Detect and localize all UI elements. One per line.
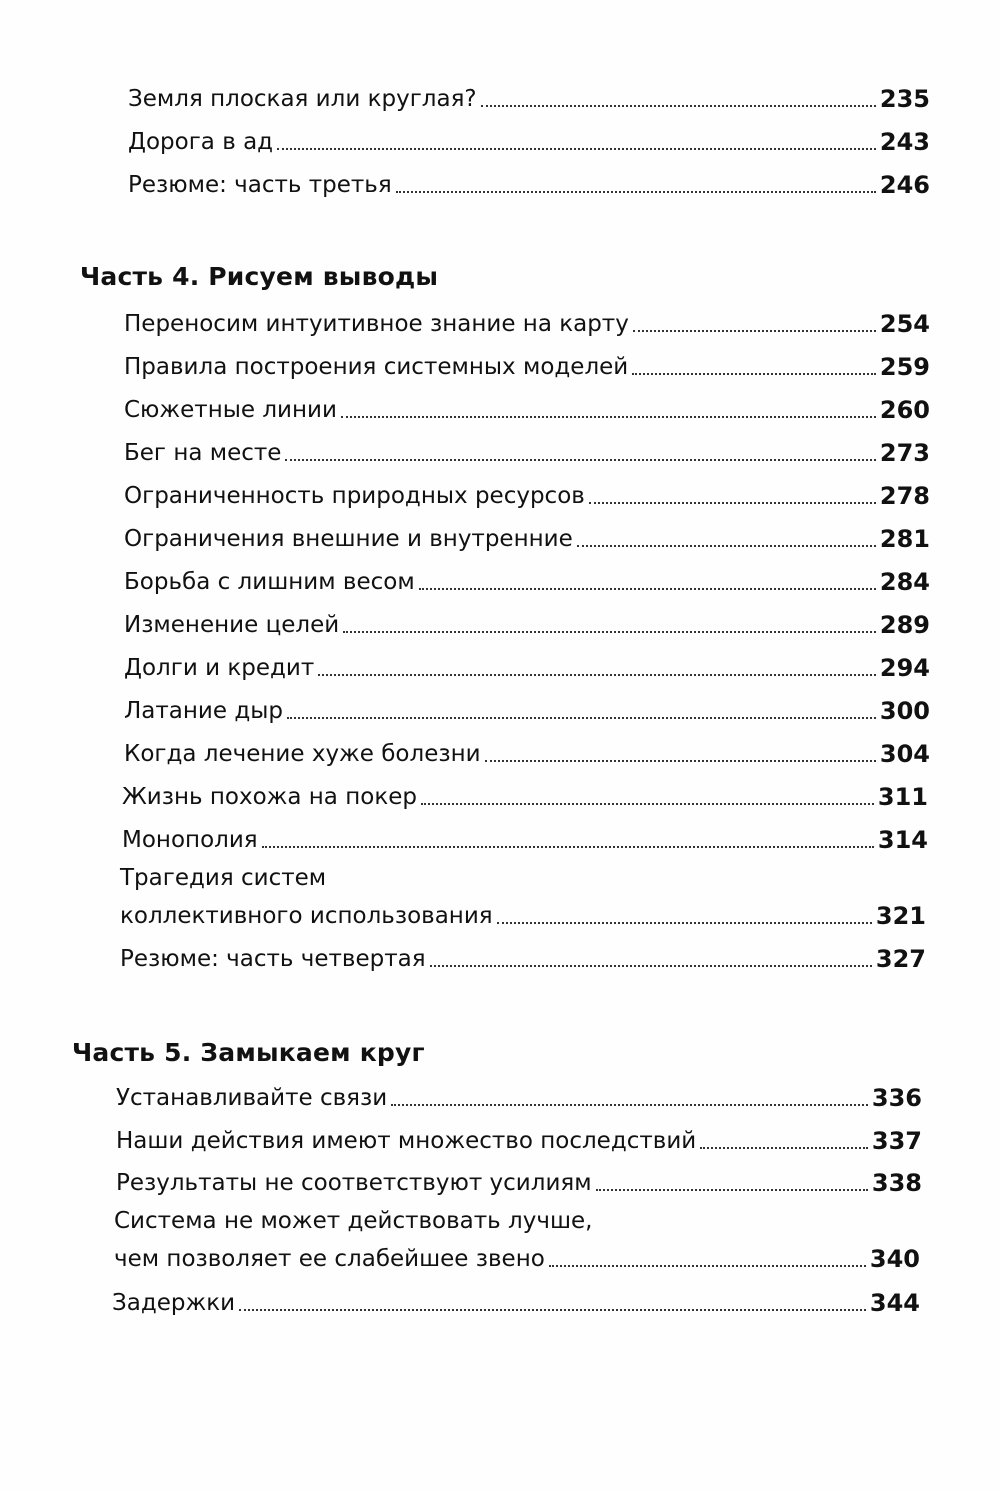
toc-entry-title: Борьба с лишним весом xyxy=(124,569,415,595)
toc-entry xyxy=(124,696,930,726)
toc-entry xyxy=(112,1288,920,1318)
toc-entry-page: 289 xyxy=(879,611,930,639)
toc-entry xyxy=(128,84,930,114)
dot-leader xyxy=(391,1104,868,1106)
toc-entry xyxy=(116,1126,922,1156)
toc-entry-page: 235 xyxy=(879,85,930,113)
toc-entry xyxy=(128,127,930,157)
toc-entry xyxy=(124,481,930,511)
toc-entry-title: Сюжетные линии xyxy=(124,397,337,423)
toc-entry-page: 340 xyxy=(869,1245,920,1273)
toc-entry-title: Монополия xyxy=(122,827,258,853)
dot-leader xyxy=(481,105,876,107)
toc-entry-title: Когда лечение хуже болезни xyxy=(124,741,481,767)
toc-entry-title: Земля плоская или круглая? xyxy=(128,86,477,112)
dot-leader xyxy=(633,330,876,332)
dot-leader xyxy=(596,1189,868,1191)
dot-leader xyxy=(341,416,876,418)
toc-entry-title: Дорога в ад xyxy=(128,129,274,155)
toc-entry-title: Правила построения системных моделей xyxy=(124,354,629,380)
toc-entry xyxy=(122,825,928,855)
toc-entry xyxy=(128,170,930,200)
toc-entry xyxy=(124,653,930,683)
toc-entry xyxy=(120,944,926,974)
dot-leader xyxy=(485,760,876,762)
dot-leader xyxy=(497,922,872,924)
toc-entry-page: 294 xyxy=(879,654,930,682)
dot-leader xyxy=(589,502,876,504)
dot-leader xyxy=(632,373,876,375)
toc-entry xyxy=(124,438,930,468)
dot-leader xyxy=(700,1147,868,1149)
toc-entry-page: 344 xyxy=(869,1289,920,1317)
toc-entry-title: Бег на месте xyxy=(124,440,282,466)
toc-entry-page: 336 xyxy=(871,1084,922,1112)
toc-entry-title: Долги и кредит xyxy=(124,655,315,681)
toc-entry-title: Изменение целей xyxy=(124,612,340,638)
toc-entry-page: 327 xyxy=(875,945,926,973)
dot-leader xyxy=(318,674,876,676)
toc-entry-title-line1: Трагедия систем xyxy=(120,865,327,891)
dot-leader xyxy=(421,803,874,805)
toc-entry-page: 260 xyxy=(879,396,930,424)
dot-leader xyxy=(277,148,876,150)
toc-entry xyxy=(124,395,930,425)
toc-entry-title: Наши действия имеют множество последствий xyxy=(116,1128,697,1154)
toc-entry-title: Резюме: часть третья xyxy=(128,172,392,198)
toc-entry xyxy=(114,1244,920,1274)
toc-entry-title: Устанавливайте связи xyxy=(116,1085,388,1111)
toc-entry xyxy=(124,739,930,769)
toc-entry-page: 281 xyxy=(879,525,930,553)
toc-entry-page: 273 xyxy=(879,439,930,467)
section-heading-part-5: Часть 5. Замыкаем круг xyxy=(72,1038,425,1067)
toc-entry xyxy=(116,1168,922,1198)
toc-entry-page: 311 xyxy=(877,783,928,811)
dot-leader xyxy=(239,1309,866,1311)
toc-entry-page: 304 xyxy=(879,740,930,768)
toc-entry-page: 259 xyxy=(879,353,930,381)
toc-entry xyxy=(124,610,930,640)
toc-entry-title: Ограничения внешние и внутренние xyxy=(124,526,573,552)
dot-leader xyxy=(549,1265,866,1267)
dot-leader xyxy=(396,191,876,193)
toc-entry-title: Латание дыр xyxy=(124,698,283,724)
toc-entry-page: 337 xyxy=(871,1127,922,1155)
dot-leader xyxy=(343,631,876,633)
toc-entry xyxy=(120,901,926,931)
dot-leader xyxy=(285,459,875,461)
toc-entry-title: чем позволяет ее слабейшее звено xyxy=(114,1246,545,1272)
toc-entry-page: 338 xyxy=(871,1169,922,1197)
dot-leader xyxy=(287,717,876,719)
toc-entry-page: 243 xyxy=(879,128,930,156)
section-heading-part-4: Часть 4. Рисуем выводы xyxy=(80,262,439,291)
toc-entry-title: Результаты не соответствуют усилиям xyxy=(116,1170,592,1196)
toc-entry-page: 284 xyxy=(879,568,930,596)
toc-entry-page: 321 xyxy=(875,902,926,930)
toc-entry-page: 300 xyxy=(879,697,930,725)
toc-entry-page: 314 xyxy=(877,826,928,854)
dot-leader xyxy=(419,588,876,590)
toc-entry xyxy=(124,567,930,597)
toc-entry xyxy=(124,309,930,339)
toc-entry-title: Жизнь похожа на покер xyxy=(122,784,417,810)
toc-entry-title: Ограниченность природных ресурсов xyxy=(124,483,585,509)
toc-entry xyxy=(122,782,928,812)
dot-leader xyxy=(430,965,872,967)
toc-entry-title-line1: Система не может действовать лучше, xyxy=(114,1208,593,1234)
toc-entry-title: Резюме: часть четвертая xyxy=(120,946,426,972)
toc-entry-page: 246 xyxy=(879,171,930,199)
dot-leader xyxy=(262,846,874,848)
toc-entry-title: Переносим интуитивное знание на карту xyxy=(124,311,629,337)
toc-entry xyxy=(116,1083,922,1113)
toc-entry-title: Задержки xyxy=(112,1290,236,1316)
toc-entry-page: 254 xyxy=(879,310,930,338)
toc-entry-title: коллективного использования xyxy=(120,903,493,929)
toc-entry-page: 278 xyxy=(879,482,930,510)
toc-entry xyxy=(124,352,930,382)
toc-entry xyxy=(124,524,930,554)
dot-leader xyxy=(577,545,876,547)
